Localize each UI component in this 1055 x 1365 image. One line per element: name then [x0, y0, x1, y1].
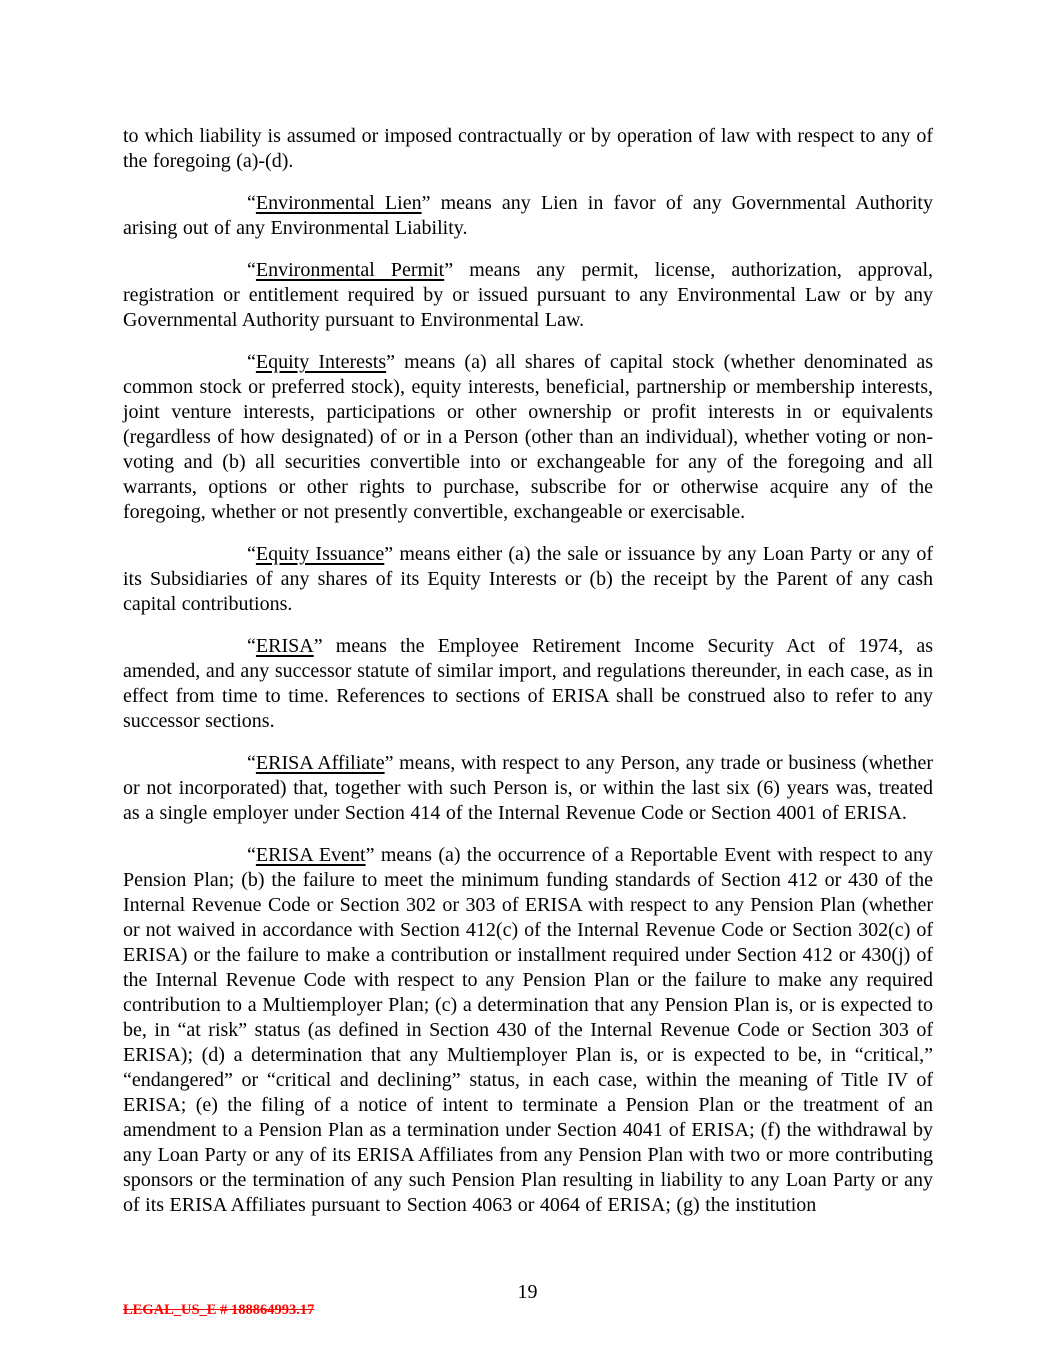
page-number: 19 [517, 1281, 538, 1303]
defined-term: Equity Interests [255, 351, 387, 373]
paragraph-text: ” means either (a) the sale or issuance by any Loan Party or any of its Subsidiaries of any shares of its Equity Interests or (b) the receipt by the Parent of any cash capital contributions. [123, 543, 934, 615]
paragraph-text: to which liability is assumed or imposed contractually or by operation of law with respect to any of the foregoing (a)-(d). [123, 125, 933, 172]
paragraph-text: ” means any Lien in favor of any Governmental Authority arising out of any Environmental Liability. [123, 192, 933, 239]
paragraph-text: “ [247, 543, 256, 565]
document-body [123, 124, 933, 1235]
definition-paragraph-erisa-affiliate [123, 751, 933, 826]
paragraph-text: ” means, with respect to any Person, any trade or business (whether or not incorporated) that, together with such Person is, or within the last six (6) years was, treated as a single employer under Section 414 of the Internal Revenue Code or Section 4001 of ERISA. [123, 752, 933, 824]
paragraph-text: “ [247, 259, 256, 281]
paragraph-text: ” means (a) the occurrence of a Reportable Event with respect to any Pension Plan; (b) the failure to meet the minimum funding standards of Section 412 or 430 of the Internal Revenue Code or Section 302 or 303 of ERISA with respect to any Pension Plan (whether or not waived in accordance with Section 412(c) of the Internal Revenue Code or Section 302(c) of ERISA) or the failure to make a contribution or installment required under Section 412 or 430(j) of the Internal Revenue Code with respect to any Pension Plan or the failure to make any required contribution to a Multiemployer Plan; (c) a determination that any Pension Plan is, or is expected to be, in “at risk” status (as defined in Section 430 of the Internal Revenue Code or Section 303 of ERISA); (d) a determination that any Multiemployer Plan is, or is expected to be, in “critical,” “endangered” or “critical and declining” status, in each case, within the meaning of Title IV of ERISA; (e) the filing of a notice of intent to terminate a Pension Plan or the treatment of an amendment to a Pension Plan as a termination under Section 4041 of ERISA; (f) the withdrawal by any Loan Party or any of its ERISA Affiliates from any Pension Plan with two or more contributing sponsors or the termination of any such Pension Plan resulting in liability to any Loan Party or any of its ERISA Affiliates pursuant to Section 4063 or 4064 of ERISA; (g) the institution [123, 844, 933, 1216]
defined-term: Environmental Lien [255, 192, 422, 214]
definition-paragraph-erisa [123, 634, 933, 734]
definition-paragraph-equity-issuance [123, 542, 933, 617]
definition-paragraph-erisa-event [123, 843, 933, 1218]
paragraph-text: “ [247, 351, 256, 373]
definition-paragraph-environmental-permit [123, 258, 933, 333]
defined-term: ERISA Affiliate [255, 752, 385, 774]
paragraph-text: “ [247, 635, 256, 657]
paragraph-text: ” means the Employee Retirement Income Security Act of 1974, as amended, and any successor statute of similar import, and regulations thereunder, in each case, as in effect from time to time. References to sections of ERISA shall be construed also to refer to any successor sections. [123, 635, 933, 732]
defined-term: ERISA [255, 635, 314, 657]
paragraph-text: “ [247, 844, 256, 866]
paragraph-text: “ [247, 752, 256, 774]
paragraph-text: ” means (a) all shares of capital stock (whether denominated as common stock or preferred stock), equity interests, beneficial, partnership or membership interests, joint venture interests, participations or other ownership or profit interests in or equivalents (regardless of how designated) of or in a Person (other than an individual), whether voting or non-voting and (b) all securities convertible into or exchangeable for any of the foregoing and all warrants, options or other rights to purchase, subscribe for or otherwise acquire any of the foregoing, whether or not presently convertible, exchangeable or exercisable. [123, 351, 933, 523]
footer-document-id: LEGAL_US_E # 188864993.17 [123, 1302, 315, 1318]
defined-term: Equity Issuance [255, 543, 385, 565]
definition-paragraph-equity-interests [123, 350, 933, 525]
defined-term: ERISA Event [255, 844, 366, 866]
definition-paragraph-environmental-lien [123, 191, 933, 241]
paragraph-text: “ [247, 192, 256, 214]
paragraph-text: ” means any permit, license, authorization, approval, registration or entitlement required by or issued pursuant to any Environmental Law or by any Governmental Authority pursuant to Environmental Law. [123, 259, 933, 331]
paragraph [123, 124, 933, 174]
defined-term: Environmental Permit [255, 259, 445, 281]
